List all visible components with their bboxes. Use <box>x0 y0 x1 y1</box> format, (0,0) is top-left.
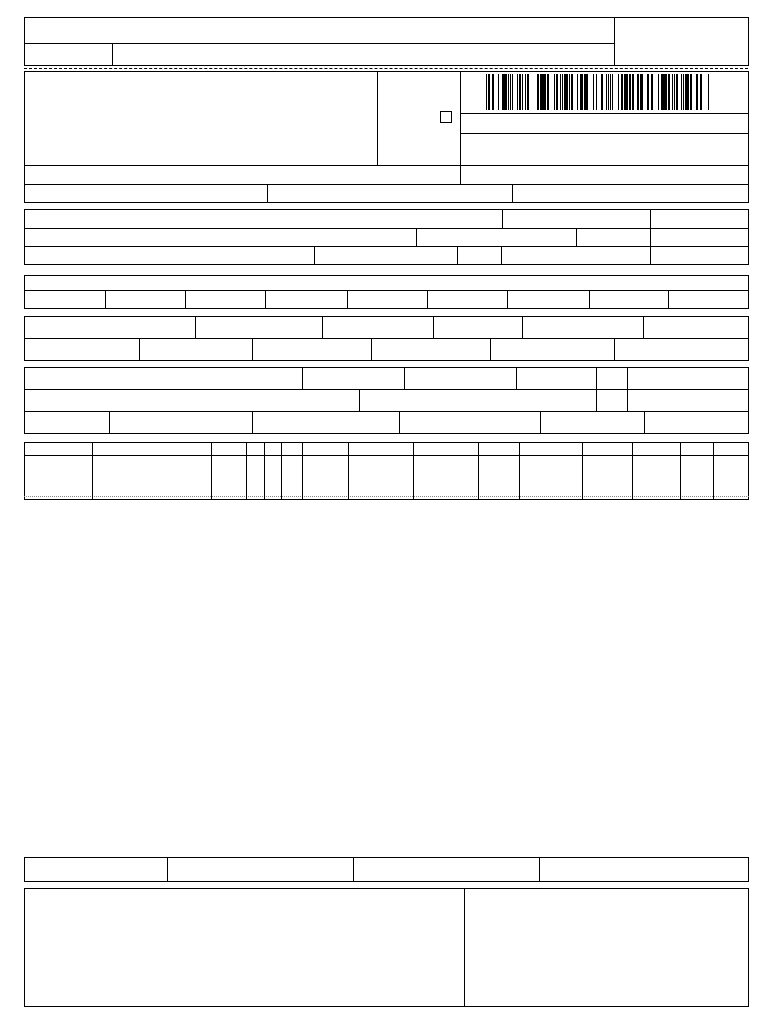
products-col-9 <box>478 442 479 500</box>
invoice-vline-5 <box>427 290 428 309</box>
issqn-vline-1 <box>167 857 168 882</box>
invoice-vline-6 <box>507 290 508 309</box>
products-col-3 <box>246 442 247 500</box>
tax-hline <box>24 338 749 339</box>
invoice-vline-1 <box>105 290 106 309</box>
transport-hline-2 <box>24 411 749 412</box>
products-col-10 <box>519 442 520 500</box>
recipient-vline-4 <box>576 228 577 246</box>
tax-vline-4 <box>522 316 523 338</box>
checkbox[interactable] <box>440 111 452 123</box>
block-hline-2 <box>24 184 749 185</box>
recipient-hline-2 <box>24 246 749 247</box>
invoice-hline <box>24 290 749 291</box>
products-col-5 <box>281 442 282 500</box>
transport-vline-7 <box>109 411 110 434</box>
block-vline-c <box>267 184 268 203</box>
recipient-block <box>24 209 749 265</box>
tear-line <box>24 68 748 69</box>
invoice-vline-4 <box>347 290 348 309</box>
products-col-11 <box>582 442 583 500</box>
invoice-vline-7 <box>589 290 590 309</box>
barcode-icon <box>486 74 711 110</box>
barcode-hline-1 <box>460 113 749 114</box>
transport-vline-1 <box>302 367 303 389</box>
products-col-1 <box>92 442 93 500</box>
header-vline-right <box>614 17 615 66</box>
block-hline-1 <box>24 165 749 166</box>
issqn-vline-3 <box>539 857 540 882</box>
products-col-6 <box>302 442 303 500</box>
tax-vline-9 <box>490 338 491 361</box>
transport-vline-6 <box>359 389 360 411</box>
transport-vline-10 <box>540 411 541 434</box>
block-vline-d <box>512 184 513 203</box>
transport-vline-2 <box>404 367 405 389</box>
products-header-line <box>24 455 749 456</box>
recipient-vline-2 <box>650 209 651 265</box>
block-vline-a <box>377 71 378 166</box>
transport-vline-9 <box>399 411 400 434</box>
header-vline-small <box>112 43 113 66</box>
transport-vline-11 <box>644 411 645 434</box>
transport-vline-8 <box>252 411 253 434</box>
transport-hline-1 <box>24 389 749 390</box>
issqn-block <box>24 857 749 882</box>
additional-info-block <box>24 888 749 1007</box>
invoice-vline-8 <box>668 290 669 309</box>
transport-vline-5 <box>627 367 628 411</box>
products-col-4 <box>264 442 265 500</box>
recipient-vline-5 <box>314 246 315 265</box>
products-col-12 <box>632 442 633 500</box>
block-vline-b <box>460 71 461 185</box>
transport-vline-4 <box>596 367 597 411</box>
recipient-vline-3 <box>416 228 417 246</box>
barcode-hline-2 <box>460 133 749 134</box>
products-col-13 <box>680 442 681 500</box>
products-table <box>24 442 749 500</box>
tax-vline-2 <box>322 316 323 338</box>
tax-vline-6 <box>139 338 140 361</box>
invoice-block <box>24 275 749 309</box>
additional-info-vline <box>464 888 465 1007</box>
tax-vline-10 <box>614 338 615 361</box>
invoice-vline-3 <box>265 290 266 309</box>
products-col-14 <box>713 442 714 500</box>
products-col-7 <box>348 442 349 500</box>
products-dotted-line <box>24 496 749 497</box>
transport-vline-3 <box>516 367 517 389</box>
tax-vline-5 <box>643 316 644 338</box>
products-col-2 <box>211 442 212 500</box>
tax-vline-1 <box>195 316 196 338</box>
recipient-hline-1 <box>24 228 749 229</box>
invoice-vline-2 <box>185 290 186 309</box>
recipient-vline-7 <box>501 246 502 265</box>
header-box <box>24 17 749 66</box>
transport-block <box>24 367 749 434</box>
products-col-8 <box>413 442 414 500</box>
issqn-vline-2 <box>353 857 354 882</box>
tax-vline-7 <box>252 338 253 361</box>
recipient-vline-6 <box>457 246 458 265</box>
tax-vline-3 <box>433 316 434 338</box>
tax-vline-8 <box>371 338 372 361</box>
recipient-vline-1 <box>502 209 503 228</box>
